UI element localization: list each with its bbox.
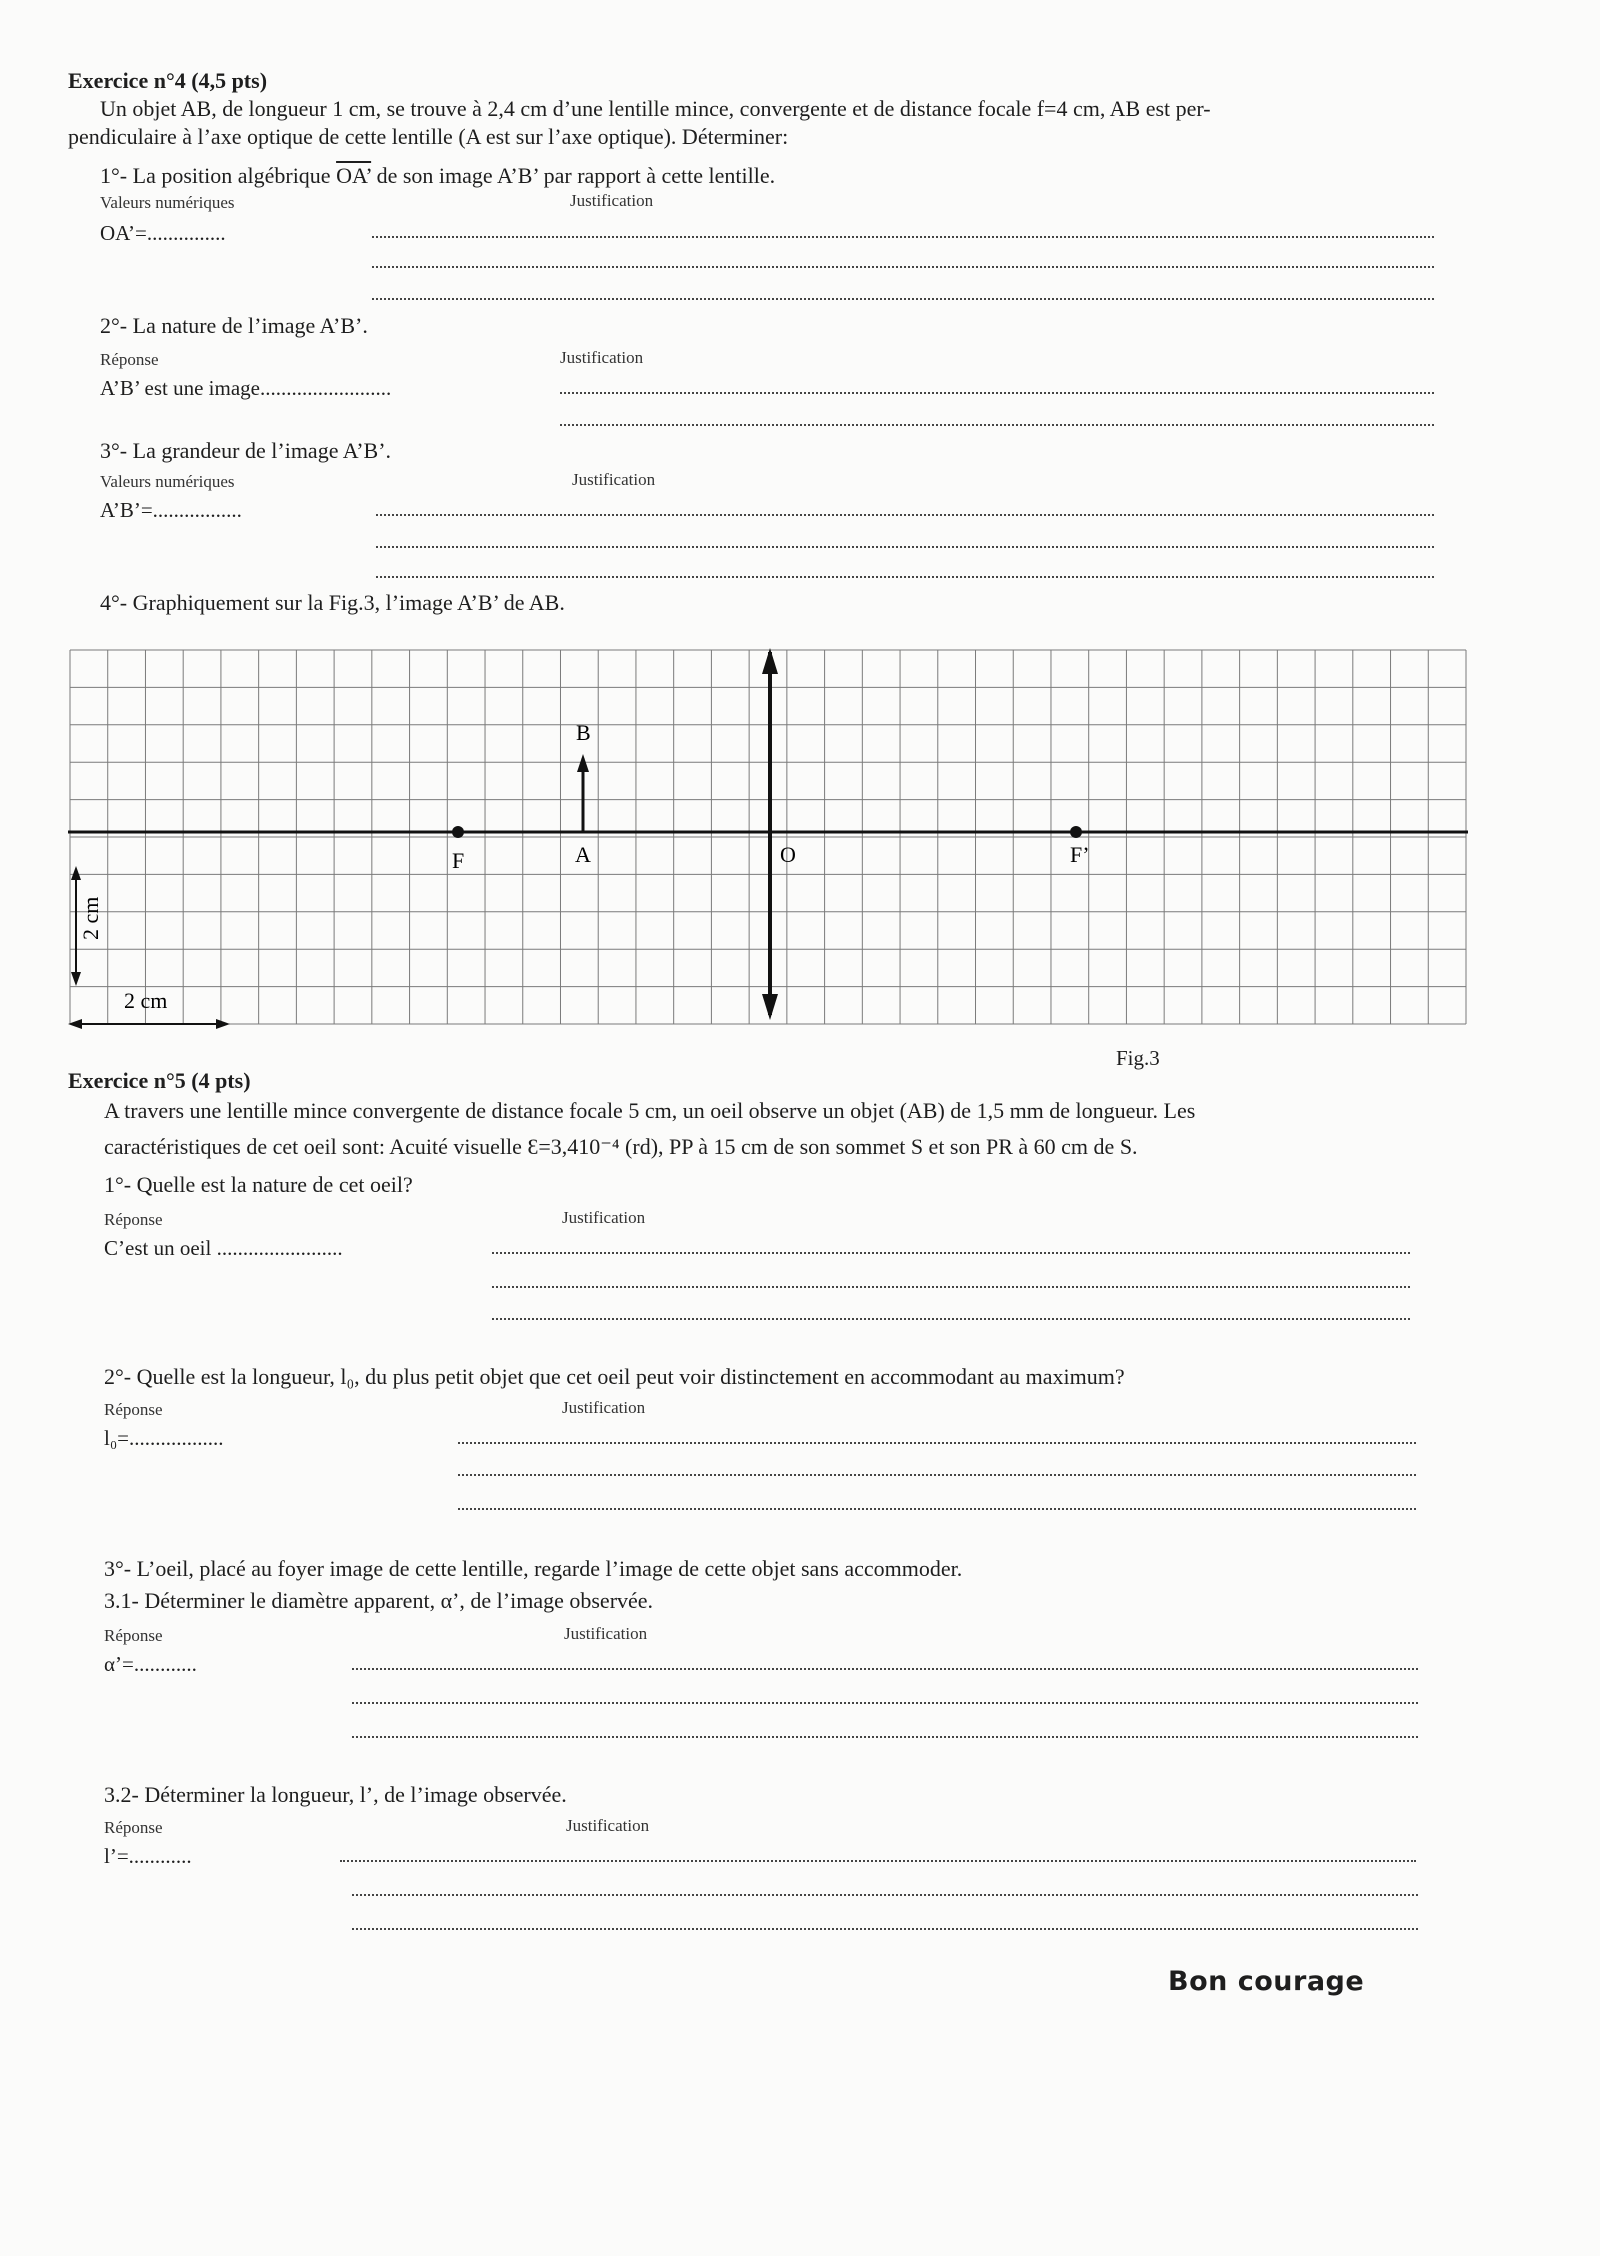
ex5-q1-label-right: Justification [562, 1208, 646, 1227]
ex4-q1-line2 [372, 266, 1434, 268]
ex5-q3-sub2-answer: l’=............ [104, 1844, 192, 1868]
ex4-title: Exercice n°4 (4,5 pts) [68, 68, 268, 93]
ex4-q1-line3 [372, 298, 1434, 300]
ex4-statement-line1: Un objet AB, de longueur 1 cm, se trouve à 2,4 cm d’une lentille mince, convergente et de distance focale f=4 cm, AB est per- [100, 96, 1211, 121]
ex5-q3-sub2-label-right: Justification [566, 1816, 650, 1835]
ex5-q2-line1 [458, 1442, 1416, 1444]
ex4-q1-label-right: Justification [570, 191, 654, 210]
label-O: O [780, 842, 796, 867]
ex4-q1-suffix: de son image A’B’ par rapport à cette lentille. [371, 163, 776, 188]
ex4-q2-answer: A’B’ est une image......................... [100, 376, 392, 400]
ex5-q3-sub1-line1 [352, 1668, 1418, 1670]
horizontal-scale-arrow [68, 1019, 230, 1029]
ex5-q3-text: 3°- L’oeil, placé au foyer image de cette lentille, regarde l’image de cette objet sans accommoder. [104, 1556, 963, 1581]
fig3-optical-diagram [68, 640, 1468, 1040]
label-F: F [452, 848, 465, 873]
ex5-q2-label-right: Justification [562, 1398, 646, 1417]
label-B: B [576, 720, 591, 745]
ex4-q2-label-right: Justification [560, 348, 644, 367]
ex4-q1-oa: OA’ [336, 163, 372, 188]
ex4-q1-answer: OA’=............... [100, 221, 226, 245]
ex5-title: Exercice n°5 (4 pts) [68, 1068, 251, 1093]
ex4-q3-text: 3°- La grandeur de l’image A’B’. [100, 438, 392, 463]
ex5-q3-sub2-label-left: Réponse [104, 1818, 163, 1837]
ex4-q3-label-left: Valeurs numériques [100, 472, 235, 491]
ex5-q1-label-left: Réponse [104, 1210, 163, 1229]
ex5-q3-sub1-label-left: Réponse [104, 1626, 163, 1645]
ex5-q1-line3 [492, 1318, 1410, 1320]
ex4-q3-label-right: Justification [572, 470, 656, 489]
ex5-q3-sub2: 3.2- Déterminer la longueur, l’, de l’image observée. [104, 1782, 567, 1807]
ex4-q2-line2 [560, 424, 1434, 426]
focal-point-F [452, 826, 464, 838]
ex5-statement-line1: A travers une lentille mince convergente de distance focale 5 cm, un oeil observe un objet (AB) de 1,5 mm de longueur. Les [104, 1098, 1196, 1123]
object-AB-arrow [577, 754, 589, 832]
ex5-q3-sub1-line2 [352, 1702, 1418, 1704]
ex4-q3-line2 [376, 546, 1434, 548]
ex4-statement-line2: pendiculaire à l’axe optique de cette lentille (A est sur l’axe optique). Déterminer: [68, 124, 789, 149]
ex4-q3-line1 [376, 514, 1434, 516]
ex4-q4-text: 4°- Graphiquement sur la Fig.3, l’image A’B’ de AB. [100, 590, 565, 615]
ex5-q1-line2 [492, 1286, 1410, 1288]
vertical-scale-label: 2 cm [78, 896, 103, 940]
ex4-q3-answer: A’B’=................. [100, 498, 242, 522]
ex5-q2-text: 2°- Quelle est la longueur, l₀, du plus petit objet que cet oeil peut voir distinctement en accommodant au maximum? [104, 1364, 1125, 1389]
label-A: A [575, 842, 591, 867]
fig3-caption: Fig.3 [1116, 1046, 1160, 1070]
ex4-q3-line3 [376, 576, 1434, 578]
ex4-q1-label-left: Valeurs numériques [100, 193, 235, 212]
ex5-q3-sub2-line2 [352, 1894, 1418, 1896]
focal-point-F-prime [1070, 826, 1082, 838]
ex4-q2-line1 [560, 392, 1434, 394]
ex5-q3-sub2-line3 [352, 1928, 1418, 1930]
ex5-q1-answer: C’est un oeil ........................ [104, 1236, 343, 1260]
ex4-q1-line1 [372, 236, 1434, 238]
ex5-q3-sub1: 3.1- Déterminer le diamètre apparent, α’, de l’image observée. [104, 1588, 654, 1613]
ex5-q2-label-left: Réponse [104, 1400, 163, 1419]
ex5-q2-answer: l₀=.................. [104, 1426, 224, 1450]
ex4-q2-text: 2°- La nature de l’image A’B’. [100, 313, 368, 338]
ex4-q1-prefix: 1°- La position algébrique [100, 163, 337, 188]
ex5-q2-line3 [458, 1508, 1416, 1510]
converging-lens [762, 648, 778, 1020]
ex5-statement-line2: caractéristiques de cet oeil sont: Acuité visuelle Ɛ=3,410⁻⁴ (rd), PP à 15 cm de son sommet S et son PR à 60 cm de S. [104, 1134, 1138, 1159]
ex4-q1-text [100, 163, 775, 189]
ex5-q3-sub2-line1 [340, 1860, 1416, 1862]
label-F-prime: F’ [1070, 842, 1090, 867]
horizontal-scale-label: 2 cm [124, 988, 168, 1013]
ex5-q2-line2 [458, 1474, 1416, 1476]
ex5-q3-sub1-answer: α’=............ [104, 1652, 197, 1676]
closing-text: Bon courage [1168, 1966, 1365, 1997]
ex5-q3-sub1-line3 [352, 1736, 1418, 1738]
ex5-q1-text: 1°- Quelle est la nature de cet oeil? [104, 1172, 413, 1197]
ex4-q2-label-left: Réponse [100, 350, 159, 369]
ex5-q3-sub1-label-right: Justification [564, 1624, 648, 1643]
ex5-q1-line1 [492, 1252, 1410, 1254]
